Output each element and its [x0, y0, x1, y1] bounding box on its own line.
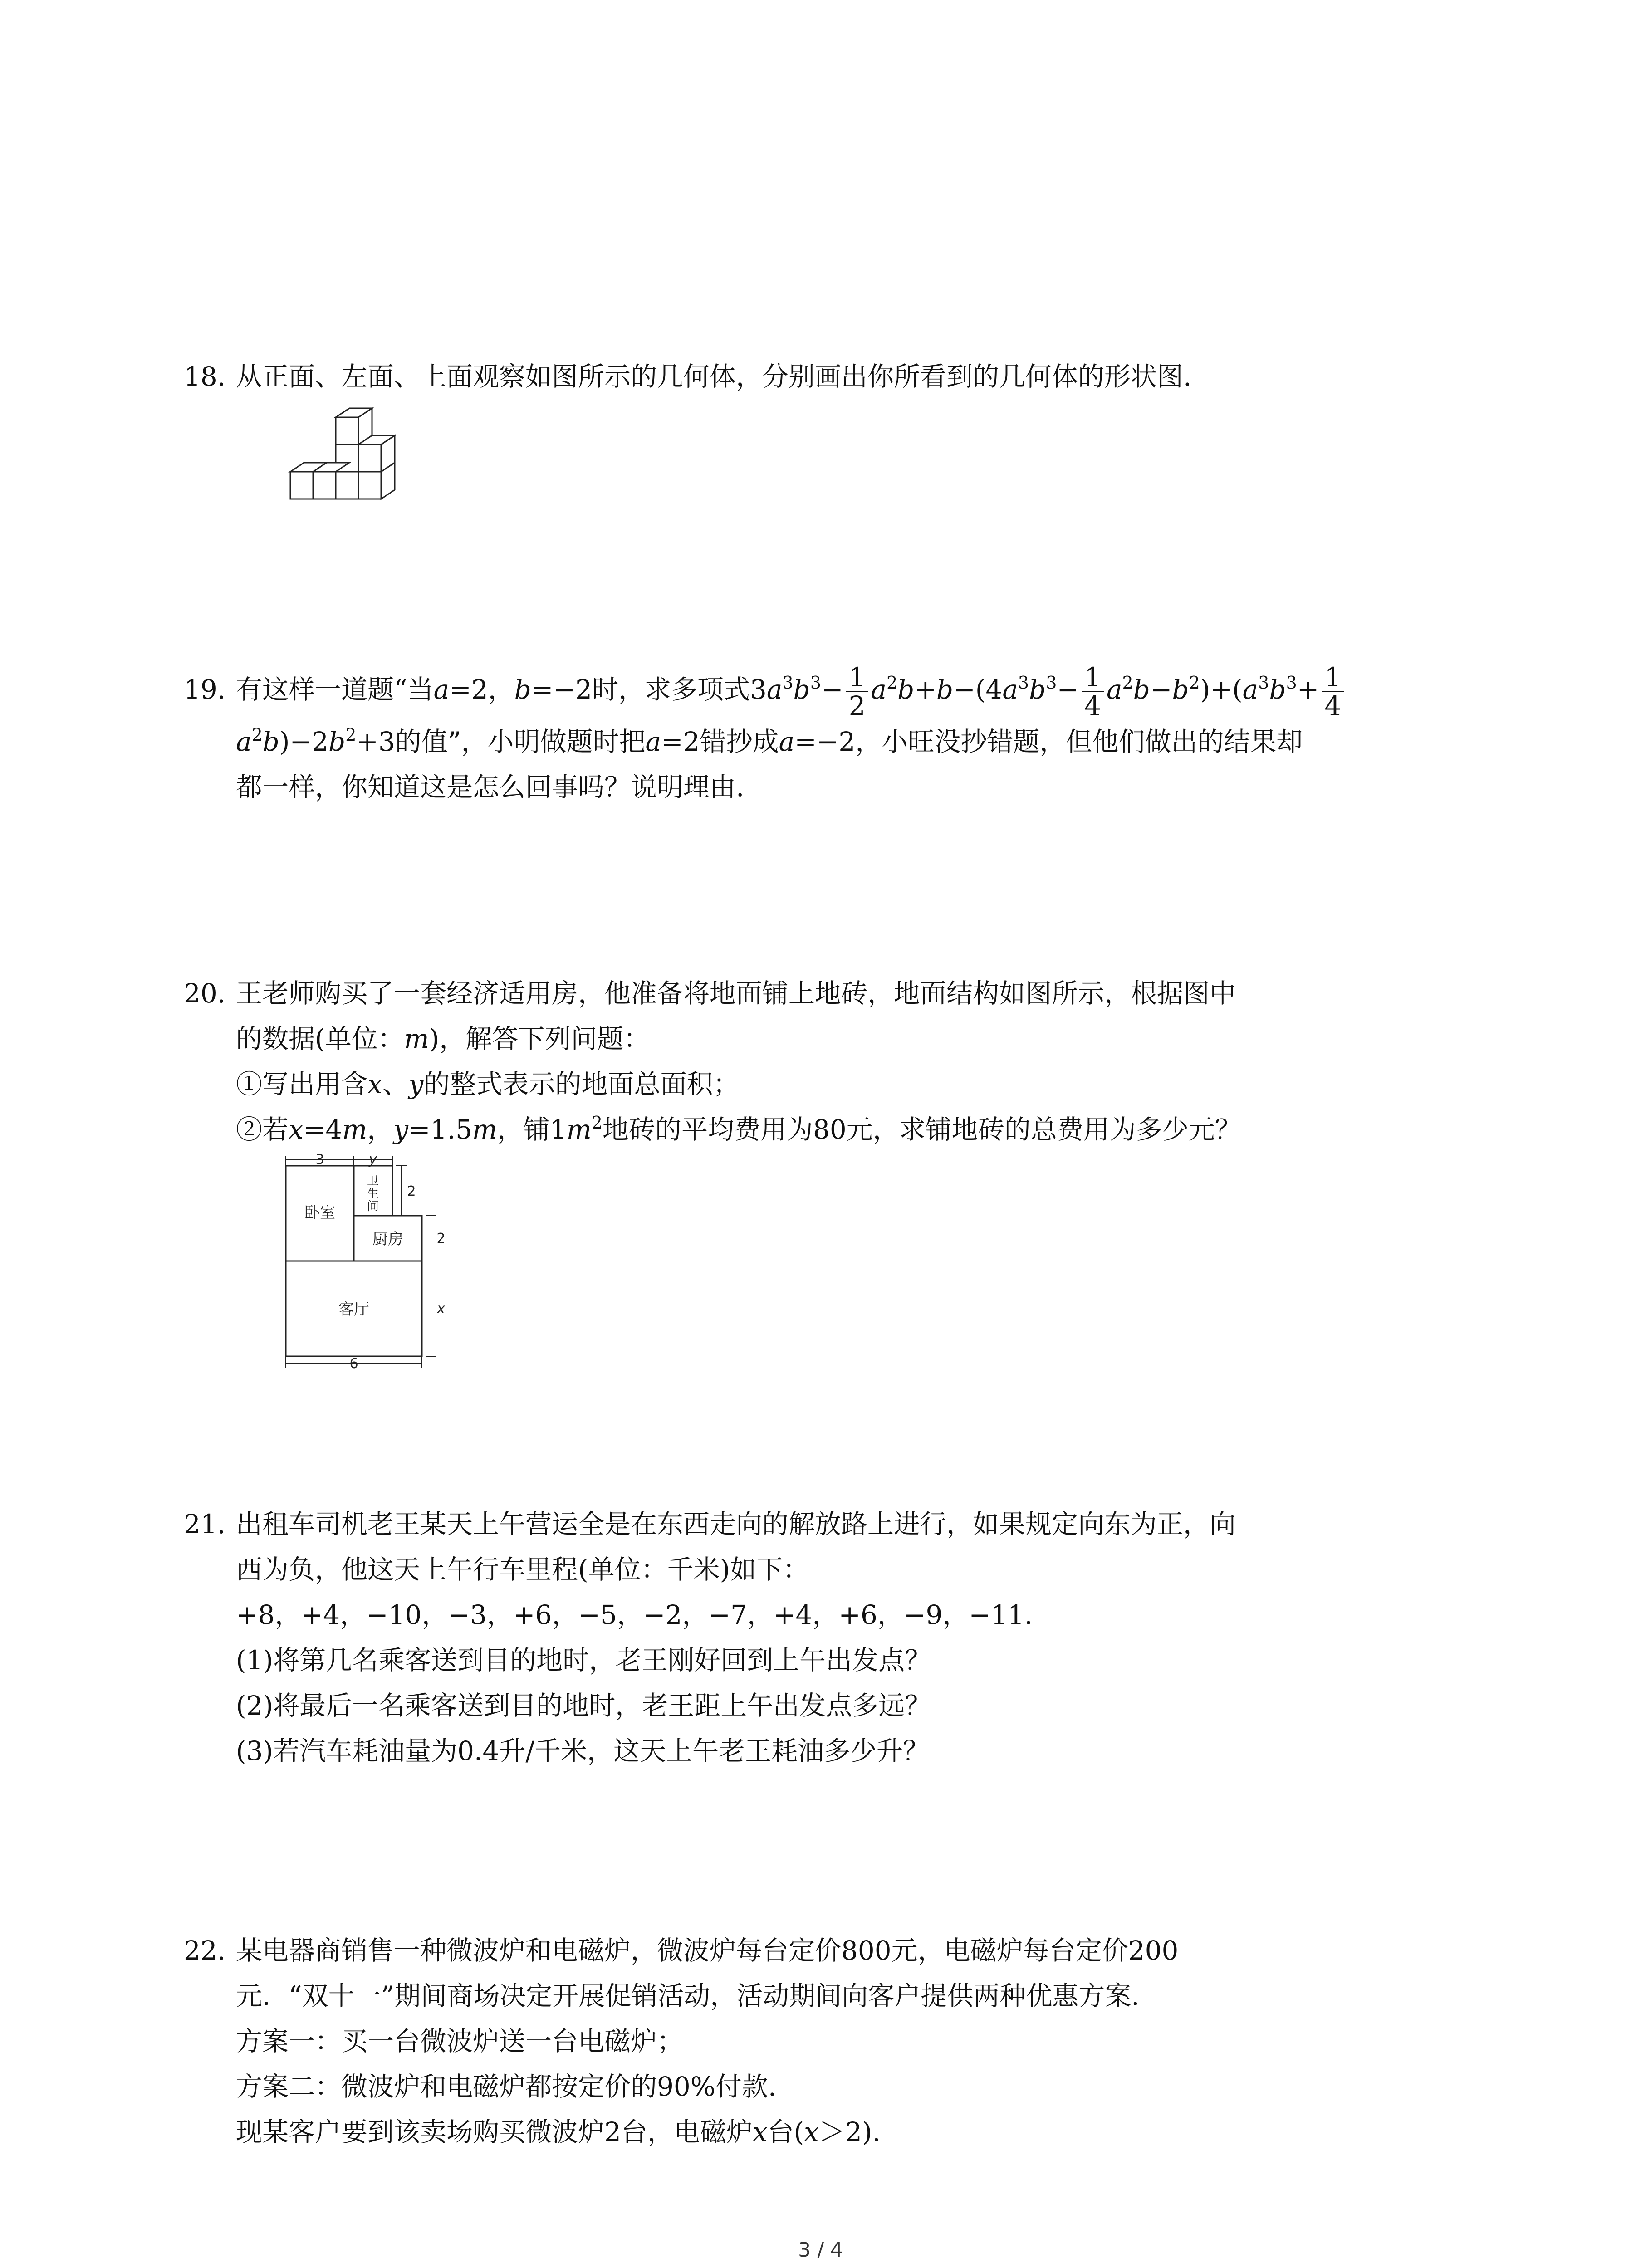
question-line-5: (2)将最后一名乘客送到目的地时，老王距上午出发点多远？	[236, 1690, 931, 1721]
question-line-1: 出租车司机老王某天上午营运全是在东西走向的解放路上进行，如果规定向东为正，向	[236, 1509, 1236, 1540]
fraction: $\frac{1}{4}$	[1322, 664, 1344, 719]
question-text: 从正面、左面、上面观察如图所示的几何体，分别画出你所看到的几何体的形状图.	[236, 361, 1192, 392]
question-line-1: 王老师购买了一套经济适用房，他准备将地面铺上地砖，地面结构如图所示，根据图中	[236, 978, 1236, 1009]
room-label-bath: 间	[367, 1200, 379, 1213]
question-line-4: 方案二：微波炉和电磁炉都按定价的90%付款.	[236, 2071, 777, 2102]
question-20	[184, 971, 1470, 1370]
room-label-living: 客厅	[338, 1300, 369, 1319]
question-line-2: 的数据(单位：m)，解答下列问题：	[236, 1023, 650, 1054]
question-line-4: ②若x=4m，y=1.5m，铺$1m^2$地砖的平均费用为80元，求铺地砖的总费用为多少元？	[236, 1113, 1241, 1145]
dim-label: 2	[436, 1231, 446, 1246]
question-number: 22.	[184, 1935, 226, 1966]
question-19	[184, 660, 1470, 810]
question-line-3: ①写出用含x、y的整式表示的地面总面积；	[236, 1069, 740, 1100]
cube-solid-figure	[281, 404, 1470, 576]
question-line-6: (3)若汽车耗油量为0.4升/千米，这天上午老王耗油多少升？	[236, 1735, 929, 1766]
fraction: $\frac{1}{2}$	[846, 664, 868, 719]
room-label-kitchen: 厨房	[372, 1230, 403, 1248]
question-line-2: 元．“双十一”期间商场决定开展促销活动，活动期间向客户提供两种优惠方案.	[236, 1980, 1140, 2011]
fraction: $\frac{1}{4}$	[1082, 664, 1104, 719]
question-18	[184, 354, 1470, 576]
question-line-3: +8，+4，−10，−3，+6，−5，−2，−7，+4，+6，−9，−11.	[236, 1599, 1033, 1630]
floor-plan-drawing	[277, 1152, 485, 1370]
room-label-bath: 生	[367, 1187, 379, 1201]
question-line-5: 现某客户要到该卖场购买微波炉2台，电磁炉x台(x＞2).	[236, 2116, 881, 2147]
question-number: 21.	[184, 1509, 226, 1540]
question-line-1: 有这样一道题“当a=2，b=−2时，求多项式$3a^3b^3-$ $\frac{1}{2}$ $a^2b+b-(4a^3b^3-$ $\frac{1}{4}$ $a^2b-b^2)+(a^3b^3+$ $\frac{1}{4}$	[236, 660, 1470, 719]
question-line-2: 西为负，他这天上午行车里程(单位：千米)如下：	[236, 1554, 809, 1585]
question-line-3: 方案一：买一台微波炉送一台电磁炉；	[236, 2026, 684, 2057]
question-21	[184, 1501, 1470, 1774]
dim-label: 3	[315, 1152, 324, 1168]
question-line-1: 某电器商销售一种微波炉和电磁炉，微波炉每台定价800元，电磁炉每台定价200	[236, 1935, 1179, 1966]
question-number: 18.	[184, 361, 226, 392]
question-number: 20.	[184, 978, 226, 1009]
room-label-bath: 卫	[367, 1174, 379, 1188]
cube-solid-drawing	[281, 404, 417, 576]
dim-label: 6	[349, 1356, 358, 1370]
question-number: 19.	[184, 674, 226, 705]
dim-label: y	[369, 1152, 377, 1168]
dim-label: x	[437, 1301, 445, 1317]
floor-plan-figure	[277, 1152, 1470, 1370]
room-label-bedroom: 卧室	[304, 1204, 335, 1222]
question-22	[184, 1928, 1470, 2155]
question-line-2: $a^2b)-2b^2+3$的值”，小明做题时把a=2错抄成a=−2，小旺没抄错题，但他们做出的结果却	[236, 725, 1303, 757]
question-line-4: (1)将第几名乘客送到目的地时，老王刚好回到上午出发点？	[236, 1645, 931, 1676]
page-number: 3 / 4	[798, 2239, 843, 2262]
question-line-3: 都一样，你知道这是怎么回事吗？说明理由.	[236, 772, 745, 802]
dim-label: 2	[407, 1183, 416, 1199]
